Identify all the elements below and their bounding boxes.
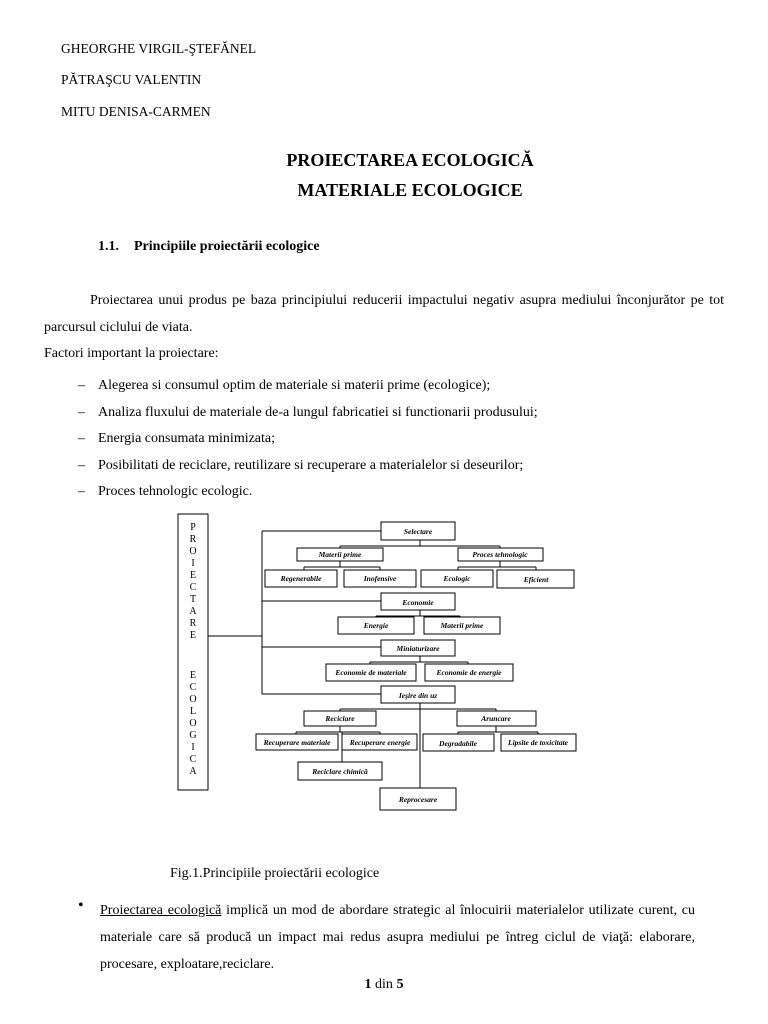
page-separator: din	[371, 977, 397, 992]
bullet-body: implică un mod de abordare strategic al înlocuirii materialelor utilizate curent, cu materiale care să producă un impact mai redus asupra mediului pe întreg ciclul de viaţă: elaborare, procesare, exploatare,reciclare.	[100, 903, 695, 972]
box-aruncare: Aruncare	[481, 714, 511, 723]
document-subtitle: MATERIALE ECOLOGICE	[297, 180, 523, 200]
section-title: Principiile proiectării ecologice	[134, 239, 320, 254]
bullet-text	[100, 897, 695, 978]
box-inofensive: Inofensive	[363, 574, 397, 583]
document-title: PROIECTAREA ECOLOGICĂ	[286, 150, 534, 170]
vertical-letter: L	[189, 706, 197, 717]
current-page: 1	[364, 977, 372, 992]
box-recuperare-energie: Recuperare energie	[349, 738, 411, 747]
vertical-letter: C	[189, 582, 197, 593]
bullet-paragraph	[78, 897, 695, 978]
box-reciclare: Reciclare	[325, 714, 355, 723]
vertical-letter: E	[189, 670, 197, 681]
section-number: 1.1.	[98, 239, 119, 254]
list-item: – Alegerea si consumul optim de materiale si materii prime (ecologice);	[78, 378, 491, 393]
box-iesire-din-uz: Ieşire din uz	[398, 691, 438, 700]
bullet-lead-term: Proiectarea ecologică	[100, 903, 222, 918]
vertical-letter: R	[189, 534, 197, 545]
box-reprocesare: Reprocesare	[398, 795, 438, 804]
box-proces-tehnologic: Proces tehnologic	[472, 550, 528, 559]
list-item: – Posibilitati de reciclare, reutilizare si recuperare a materialelor si deseurilor;	[78, 457, 524, 473]
list-item: – Energia consumata minimizata;	[78, 431, 276, 446]
vertical-letter: R	[189, 618, 197, 629]
box-economie-materiale: Economie de materiale	[335, 668, 407, 677]
design-principles-diagram	[170, 510, 590, 820]
vertical-letter: T	[189, 594, 197, 605]
box-materii-prime-2: Materii prime	[440, 621, 484, 630]
vertical-letter: E	[189, 630, 197, 641]
factors-heading: Factori important la proiectare:	[44, 346, 219, 361]
vertical-letter: O	[189, 694, 197, 705]
vertical-letter: O	[189, 718, 197, 729]
vertical-letter: G	[189, 730, 197, 741]
box-regenerabile: Regenerabile	[280, 574, 322, 583]
intro-text: Proiectarea unui produs pe baza principiului reducerii impactului negativ asupra mediului înconjurător pe tot parcursul ciclului de viata.	[44, 293, 724, 335]
vertical-letter: A	[189, 766, 197, 777]
list-item: – Proces tehnologic ecologic.	[78, 484, 253, 499]
author-3: MITU DENISA-CARMEN	[61, 104, 211, 119]
box-eficient: Eficient	[523, 575, 549, 584]
author-1: GHEORGHE VIRGIL-ŞTEFĂNEL	[61, 41, 257, 56]
box-materii-prime: Materii prime	[318, 550, 362, 559]
box-lipsite-toxicitate: Lipsite de toxicitate	[508, 738, 568, 747]
list-item: – Analiza fluxului de materiale de-a lungul fabricatiei si functionarii produsului;	[78, 404, 538, 420]
section-heading	[98, 239, 320, 255]
vertical-letter: I	[191, 558, 195, 569]
box-reciclare-chimica: Reciclare chimică	[312, 767, 368, 776]
factors-list	[78, 373, 538, 506]
bullet-marker: •	[78, 897, 84, 914]
figure-caption: Fig.1.Principiile proiectării ecologice	[170, 866, 380, 881]
box-ecologic: Ecologic	[443, 574, 471, 583]
vertical-letter: I	[191, 742, 195, 753]
box-energie: Energie	[363, 621, 389, 630]
box-miniaturizare: Miniaturizare	[396, 644, 440, 653]
box-economie-energie: Economie de energie	[436, 668, 502, 677]
box-selectare: Selectare	[403, 527, 433, 536]
author-2: PĂTRAŞCU VALENTIN	[61, 72, 202, 87]
box-recuperare-materiale: Recuperare materiale	[263, 738, 331, 747]
vertical-letter: P	[190, 522, 196, 533]
box-economie: Economie	[402, 598, 434, 607]
total-pages: 5	[396, 977, 404, 992]
intro-paragraph	[44, 287, 724, 341]
page-footer	[0, 977, 768, 993]
vertical-letter: C	[189, 754, 197, 765]
vertical-letter: E	[189, 570, 197, 581]
vertical-letter: A	[189, 606, 197, 617]
vertical-letter: C	[189, 682, 197, 693]
box-degradabile: Degradabile	[439, 739, 477, 748]
vertical-letter: O	[189, 546, 197, 557]
